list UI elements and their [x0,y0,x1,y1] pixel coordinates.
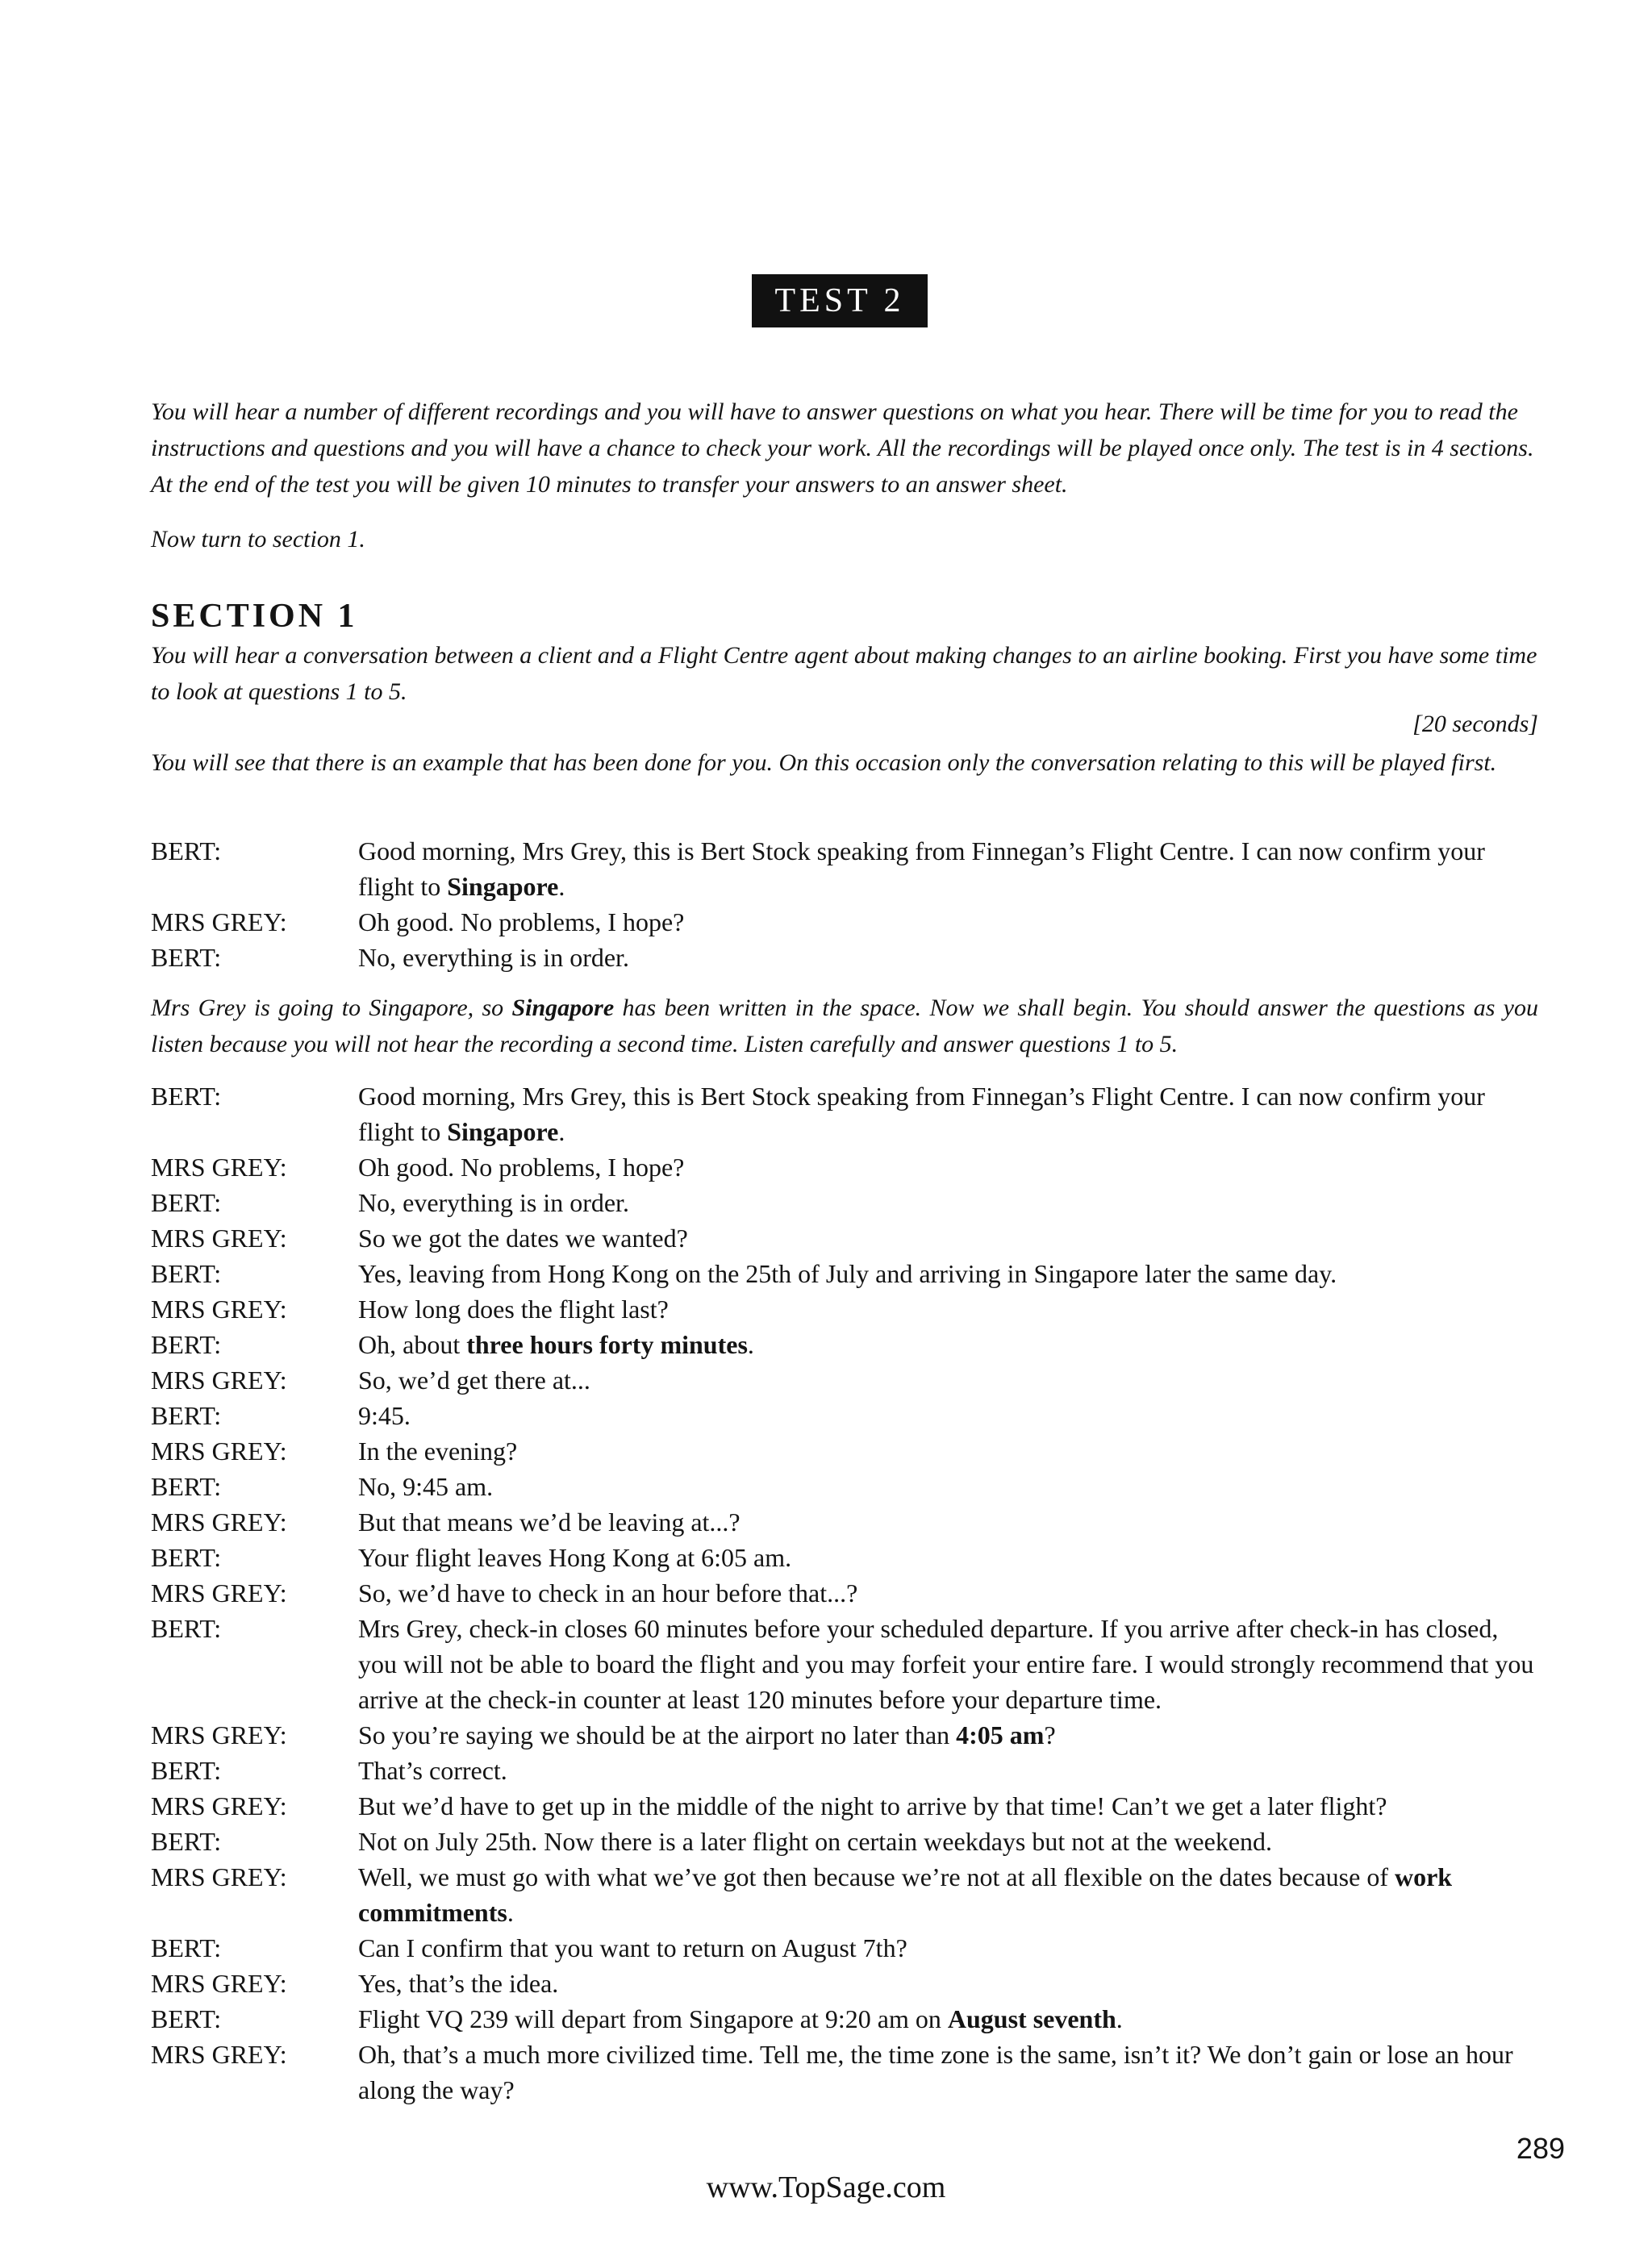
main-dialogue [151,1078,1543,2108]
dialogue-row [151,1469,1543,1504]
dialogue-line [358,1327,1543,1362]
speaker-label: BERT: [151,1614,222,1643]
dialogue-row [151,1859,1543,1930]
dialogue-row [151,1788,1543,1824]
speaker-label: MRS GREY: [151,1507,287,1537]
dialogue-row [151,1504,1543,1540]
dialogue-line [358,1753,1543,1788]
dialogue-line [358,1859,1543,1930]
dialogue-line [358,1256,1543,1291]
text-run: . [1116,2004,1123,2033]
speaker-label: MRS GREY: [151,1862,287,1891]
dialogue-row [151,1717,1543,1753]
speaker-label: MRS GREY: [151,1791,287,1820]
dialogue-row [151,1220,1543,1256]
text-run: Yes, that’s the idea. [358,1969,559,1998]
text-run: Oh good. No problems, I hope? [358,1153,685,1182]
text-run: . [558,1117,565,1146]
dialogue-line [358,1930,1543,1966]
dialogue-line [358,833,1543,904]
speaker-label: MRS GREY: [151,1969,287,1998]
dialogue-row [151,1327,1543,1362]
text-run: So you’re saying we should be at the airport no later than [358,1720,957,1749]
text-run: . [507,1898,514,1927]
text-run: Flight VQ 239 will depart from Singapore at 9:20 am on [358,2004,948,2033]
dialogue-row [151,1540,1543,1575]
dialogue-row [151,1930,1543,1966]
dialogue-line [358,1540,1543,1575]
speaker-label: BERT: [151,1401,222,1430]
text-run: Oh, about [358,1330,467,1359]
text-run: Your flight leaves Hong Kong at 6:05 am. [358,1543,792,1572]
bold-answer-text: work commitments [358,1862,1453,1927]
dialogue-line [358,1469,1543,1504]
dialogue-row [151,1966,1543,2001]
dialogue-line [358,1788,1543,1824]
dialogue-line [358,2001,1543,2037]
dialogue-line [358,1433,1543,1469]
dialogue-row [151,2037,1543,2108]
text-run: . [747,1330,754,1359]
speaker-label: BERT: [151,1827,222,1856]
speaker-label: MRS GREY: [151,1224,287,1253]
dialogue-line [358,904,1543,940]
dialogue-row [151,1611,1543,1717]
speaker-label: MRS GREY: [151,1295,287,1324]
speaker-label: MRS GREY: [151,2040,287,2069]
dialogue-line [358,1185,1543,1220]
dialogue-line [358,1717,1543,1753]
text-run: How long does the flight last? [358,1295,669,1324]
test-banner: TEST 2 [752,274,928,327]
section-intro: You will hear a conversation between a client and a Flight Centre agent about making changes to an airline booking. First you have some time to look at questions 1 to 5. [151,642,1537,705]
text-run: But we’d have to get up in the middle of the night to arrive by that time! Can’t we get a later flight? [358,1791,1387,1820]
bold-answer-text: three hours forty minutes [466,1330,748,1359]
speaker-label: MRS GREY: [151,1720,287,1749]
bold-answer-text: Singapore [447,1117,559,1146]
speaker-label: BERT: [151,1933,222,1962]
text-run: That’s correct. [358,1756,507,1785]
text-run: So, we’d get there at... [358,1366,590,1395]
bold-answer-text: Singapore [447,872,559,901]
dialogue-row [151,1362,1543,1398]
dialogue-line [358,1220,1543,1256]
speaker-label: BERT: [151,1259,222,1288]
text-run: Good morning, Mrs Grey, this is Bert Stock speaking from Finnegan’s Flight Centre. I can now confirm your flight to [358,836,1485,901]
dialogue-row [151,1398,1543,1433]
text-run: So we got the dates we wanted? [358,1224,688,1253]
dialogue-line [358,1398,1543,1433]
dialogue-row [151,1575,1543,1611]
bold-answer-text: Singapore [511,995,615,1021]
text-run: No, everything is in order. [358,943,629,972]
text-run: has been written in the space. Now we shall begin. You should answer the questions as you listen because you will not hear the recording a second time. Listen carefully and answer questions 1 to 5. [151,995,1538,1057]
speaker-label: MRS GREY: [151,1366,287,1395]
dialogue-row [151,833,1543,904]
text-run: But that means we’d be leaving at...? [358,1507,740,1537]
dialogue-line [358,940,1543,975]
text-run: Not on July 25th. Now there is a later flight on certain weekdays but not at the weekend. [358,1827,1273,1856]
dialogue-line [358,1824,1543,1859]
text-run: Well, we must go with what we’ve got then because we’re not at all flexible on the dates because of [358,1862,1395,1891]
dialogue-line [358,1149,1543,1185]
text-run: Oh good. No problems, I hope? [358,907,685,936]
text-run: Oh, that’s a much more civilized time. Tell me, the time zone is the same, isn’t it? We don’t gain or lose an hour along the way? [358,2040,1513,2104]
bold-answer-text: August seventh [947,2004,1116,2033]
example-note: You will see that there is an example that has been done for you. On this occasion only the conversation relating to this will be played first. [151,749,1497,776]
speaker-label: MRS GREY: [151,1153,287,1182]
text-run: Good morning, Mrs Grey, this is Bert Stock speaking from Finnegan’s Flight Centre. I can now confirm your flight to [358,1082,1485,1146]
dialogue-line [358,1362,1543,1398]
section-title: SECTION 1 [151,598,358,635]
dialogue-row [151,1149,1543,1185]
dialogue-line [358,1966,1543,2001]
dialogue-row [151,1291,1543,1327]
text-run: Mrs Grey, check-in closes 60 minutes before your scheduled departure. If you arrive after check-in has closed, you will not be able to board the flight and you may forfeit your entire fare. I would strongly recommend that you arrive at the check-in counter at least 120 minutes before your departure time. [358,1614,1534,1714]
speaker-label: BERT: [151,1543,222,1572]
footer-url: www.TopSage.com [706,2171,946,2204]
speaker-label: BERT: [151,2004,222,2033]
timing-note: [20 seconds] [1412,711,1538,737]
speaker-label: BERT: [151,1330,222,1359]
dialogue-row [151,2001,1543,2037]
example-explanation [151,990,1538,1062]
speaker-label: BERT: [151,943,222,972]
dialogue-row [151,1078,1543,1149]
dialogue-line [358,2037,1543,2108]
turn-instruction: Now turn to section 1. [151,526,365,553]
text-run: 9:45. [358,1401,411,1430]
bold-answer-text: 4:05 am [956,1720,1045,1749]
speaker-label: BERT: [151,1188,222,1217]
dialogue-row [151,904,1543,940]
page-number: 289 [1516,2132,1565,2165]
speaker-label: BERT: [151,1472,222,1501]
text-run: No, 9:45 am. [358,1472,494,1501]
text-run: So, we’d have to check in an hour before that...? [358,1578,858,1608]
dialogue-line [358,1575,1543,1611]
text-run: In the evening? [358,1437,518,1466]
speaker-label: BERT: [151,1082,222,1111]
dialogue-row [151,1433,1543,1469]
speaker-label: MRS GREY: [151,1437,287,1466]
dialogue-line [358,1078,1543,1149]
text-run: ? [1044,1720,1056,1749]
dialogue-line [358,1611,1543,1717]
dialogue-line [358,1291,1543,1327]
example-dialogue [151,833,1543,975]
dialogue-row [151,1824,1543,1859]
text-run: Can I confirm that you want to return on August 7th? [358,1933,907,1962]
speaker-label: BERT: [151,836,222,865]
speaker-label: MRS GREY: [151,1578,287,1608]
dialogue-row [151,940,1543,975]
speaker-label: MRS GREY: [151,907,287,936]
dialogue-line [358,1504,1543,1540]
dialogue-row [151,1256,1543,1291]
dialogue-row [151,1185,1543,1220]
text-run: . [558,872,565,901]
speaker-label: BERT: [151,1756,222,1785]
text-run: Yes, leaving from Hong Kong on the 25th of July and arriving in Singapore later the same day. [358,1259,1337,1288]
text-run: No, everything is in order. [358,1188,629,1217]
dialogue-row [151,1753,1543,1788]
text-run: Mrs Grey is going to Singapore, so [151,995,512,1021]
test-instructions: You will hear a number of different recordings and you will have to answer questions on what you hear. There will be time for you to read the instructions and questions and you will have a chance to check your work. All the recordings will be played once only. The test is in 4 sections. At the end of the test you will be given 10 minutes to transfer your answers to an answer sheet. [151,398,1534,498]
